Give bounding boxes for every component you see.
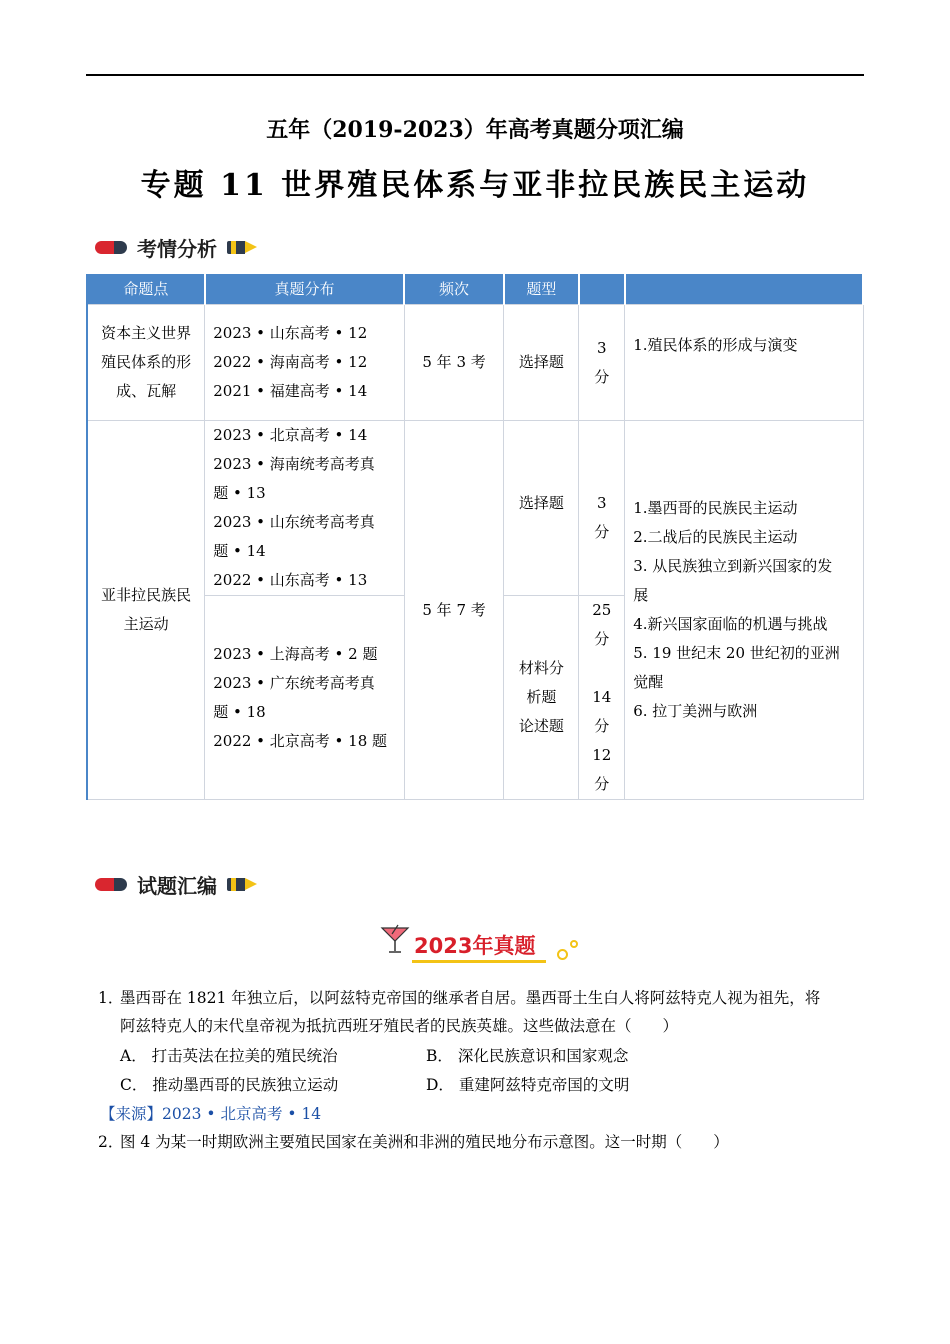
document-title: 五年（2019-2023）年高考真题分项汇编 — [266, 117, 684, 143]
cocktail-glass-icon — [380, 924, 410, 954]
points-cell: 1.墨西哥的民族民主运动 2.二战后的民族民主运动 3. 从民族独立到新兴国家的发 展 4.新兴国家面临的机遇与挑战 5. 19 世纪末 20 世纪初的亚洲 觉醒 6. 拉丁美洲与欧洲 — [625, 421, 863, 800]
sources-cell: 2023 • 山东高考 • 12 2022 • 海南高考 • 12 2021 • 福建高考 • 14 — [205, 305, 404, 421]
points-cell: 1.殖民体系的形成与演变 — [625, 305, 863, 421]
option-b: B． 深化民族意识和国家观念 — [426, 1047, 629, 1065]
question-stem: 阿兹特克人的末代皇帝视为抵抗西班牙殖民者的民族英雄。这些做法意在（ ） — [120, 1017, 679, 1035]
section-header-questions — [95, 869, 257, 899]
bubble-icon — [570, 940, 578, 948]
sources-cell: 2023 • 北京高考 • 14 2023 • 海南统考高考真 题 • 13 2023 • 山东统考高考真 题 • 14 2022 • 山东高考 • 13 — [205, 421, 404, 596]
question-2 — [98, 1128, 864, 1156]
header-cell — [625, 274, 863, 305]
header-cell: 频次 — [404, 274, 504, 305]
header-cell: 题型 — [504, 274, 579, 305]
top-rule — [86, 74, 864, 76]
topic-cell: 亚非拉民族民 主运动 — [87, 421, 205, 800]
score-cell: 25 分 14 分 12 分 — [579, 596, 625, 800]
header-cell: 命题点 — [87, 274, 205, 305]
banner-underline — [412, 960, 546, 963]
score-cell: 3 分 — [579, 305, 625, 421]
table-row — [87, 421, 863, 596]
question-number: 1． — [98, 989, 124, 1007]
question-stem: 图 4 为某一时期欧洲主要殖民国家在美洲和非洲的殖民地分布示意图。这一时期（ ） — [120, 1133, 729, 1151]
sources-cell: 2023 • 上海高考 • 2 题 2023 • 广东统考高考真 题 • 18 2022 • 北京高考 • 18 题 — [205, 596, 404, 800]
section-header-analysis — [95, 232, 257, 262]
analysis-table — [86, 274, 864, 800]
table-header-row — [87, 274, 863, 305]
table-row — [87, 305, 863, 421]
section-label: 考情分析 — [137, 236, 217, 261]
option-d: D． 重建阿兹特克帝国的文明 — [426, 1076, 630, 1094]
section-label: 试题汇编 — [137, 873, 217, 898]
bubble-icon — [557, 949, 568, 960]
option-a: A． 打击英法在拉美的殖民统治 — [120, 1047, 338, 1065]
pencil-icon — [227, 241, 257, 254]
score-cell: 3 分 — [579, 421, 625, 596]
year-banner-label: 2023年真题 — [414, 934, 536, 958]
header-cell — [579, 274, 625, 305]
type-cell: 选择题 — [504, 305, 579, 421]
type-cell: 材料分 析题 论述题 — [504, 596, 579, 800]
frequency-cell: 5 年 7 考 — [404, 421, 504, 800]
question-number: 2． — [98, 1133, 124, 1151]
year-banner — [376, 920, 576, 968]
pencil-icon — [227, 878, 257, 891]
option-c: C． 推动墨西哥的民族独立运动 — [120, 1076, 339, 1094]
header-cell: 真题分布 — [205, 274, 404, 305]
question-1 — [98, 984, 864, 1040]
pill-icon — [95, 878, 127, 891]
question-stem: 墨西哥在 1821 年独立后，以阿兹特克帝国的继承者自居。墨西哥土生白人将阿兹特克人视为祖先，将 — [120, 989, 821, 1007]
question-source: 【来源】2023 • 北京高考 • 14 — [100, 1105, 322, 1123]
topic-cell: 资本主义世界 殖民体系的形 成、瓦解 — [87, 305, 205, 421]
frequency-cell: 5 年 3 考 — [404, 305, 504, 421]
pill-icon — [95, 241, 127, 254]
type-cell: 选择题 — [504, 421, 579, 596]
topic-title: 专题 11 世界殖民体系与亚非拉民族民主运动 — [140, 168, 810, 203]
